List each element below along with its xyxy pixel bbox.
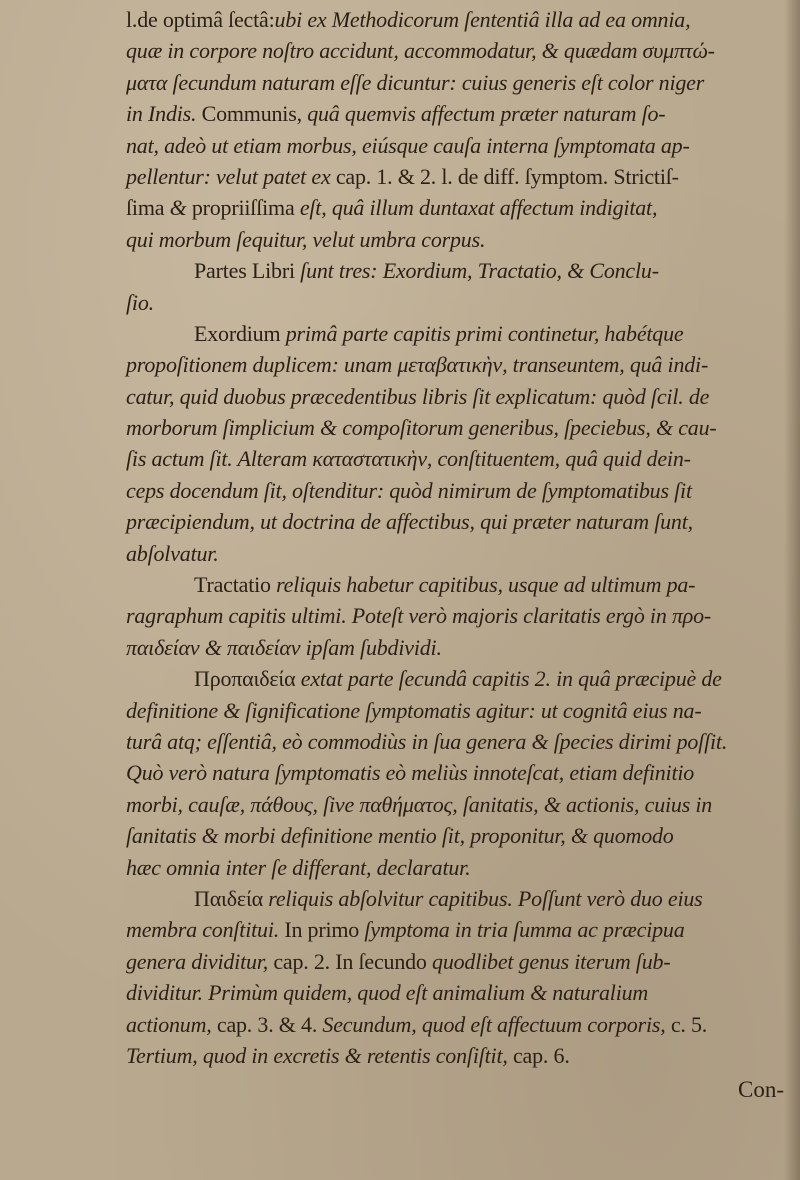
text-line <box>126 1009 796 1040</box>
italic-run: abſolvatur. <box>126 540 219 566</box>
italic-run: primâ parte capitis primi continetur, habétque <box>280 320 684 346</box>
text-line <box>126 161 796 192</box>
text-line <box>126 318 796 349</box>
text-line <box>126 443 796 474</box>
roman-run: Communis, <box>196 101 302 127</box>
italic-run: quodlibet genus iterum ſub- <box>426 948 671 974</box>
text-line <box>126 35 796 66</box>
italic-run: catur, quid duobus præcedentibus libris ſit explicatum: quòd ſcil. de <box>126 383 710 409</box>
text-line <box>126 506 796 537</box>
roman-run: Παιδεία <box>194 885 263 911</box>
italic-run: reliquis habetur capitibus, usque ad ultimum pa- <box>270 572 696 598</box>
roman-run: l.de optimâ ſectâ: <box>126 7 275 32</box>
text-line <box>126 475 796 506</box>
text-line <box>126 820 796 851</box>
text-line <box>126 789 796 820</box>
italic-run: reliquis abſolvitur capitibus. Poſſunt verò duo eius <box>262 885 703 911</box>
text-line <box>126 946 796 977</box>
text-line <box>126 538 796 569</box>
italic-run: pellentur: velut patet ex <box>126 163 331 189</box>
text-line <box>126 914 796 945</box>
roman-run: In primo <box>279 917 360 943</box>
text-line <box>126 67 796 98</box>
italic-run: ſunt tres: Exordium, Tractatio, & Conclu- <box>294 258 659 284</box>
roman-run: c. 5. <box>665 1011 708 1037</box>
text-line <box>126 883 796 914</box>
text-line <box>126 287 796 318</box>
italic-run: quæ in corpore noſtro accidunt, accommodatur, & quædam συμπτώ- <box>126 38 715 64</box>
text-line <box>126 600 796 631</box>
italic-run: membra conſtitui. <box>126 917 280 943</box>
text-line <box>126 977 796 1008</box>
italic-run: turâ atq; eſſentiâ, eò commodiùs in ſua genera & ſpecies dirimi poſſit. <box>126 728 728 754</box>
text-line <box>126 852 796 883</box>
italic-run: ragraphum capitis ultimi. Poteſt verò majoris claritatis ergò in προ- <box>126 603 712 629</box>
italic-run: qui morbum ſequitur, velut umbra corpus. <box>126 226 486 252</box>
italic-run: actionum, <box>126 1011 212 1037</box>
text-line <box>126 663 796 694</box>
italic-run: ματα ſecundum naturam eſſe dicuntur: cuius generis eſt color niger <box>126 69 705 95</box>
roman-run: Προπαιδεία <box>194 666 296 692</box>
roman-run: ſima <box>126 195 165 221</box>
italic-run: ſis actum ſit. Alteram καταστατικὴν, conſtituentem, quâ quid dein- <box>126 446 691 472</box>
roman-run: Exordium <box>194 320 281 346</box>
roman-run: cap. 6. <box>507 1042 570 1068</box>
italic-run: Tertium, quod in excretis & retentis conſiſtit, <box>126 1042 508 1068</box>
text-line <box>126 4 796 35</box>
text-line <box>126 255 796 286</box>
italic-run: παιδείαν & παιδείαν ipſam ſubdividi. <box>126 634 442 660</box>
roman-run: cap. 3. & 4. <box>211 1011 318 1037</box>
italic-run: eſt, quâ illum duntaxat affectum indigitat, <box>294 195 658 221</box>
text-line <box>126 192 796 223</box>
italic-run: nat, adeò ut etiam morbus, eiúsque cauſa interna ſymptomata ap- <box>126 132 690 158</box>
italic-run: ſio. <box>126 289 154 315</box>
italic-run: ubi ex Methodicorum ſententiâ illa ad ea omnia, <box>274 7 691 32</box>
text-line <box>126 381 796 412</box>
italic-run: propoſitionem duplicem: unam μεταβατικὴν, transeuntem, quâ indi- <box>126 352 709 378</box>
italic-run: morbi, cauſæ, πάθους, ſive παθήματος, ſanitatis, & actionis, cuius in <box>126 791 713 817</box>
body-text <box>126 4 796 1071</box>
italic-run: quâ quemvis affectum præter naturam ſo- <box>301 101 666 127</box>
italic-run: genera dividitur, <box>126 948 269 974</box>
italic-run: dividitur. Primùm quidem, quod eſt animalium & naturalium <box>126 980 649 1006</box>
roman-run: Tractatio <box>194 572 271 598</box>
italic-run: definitione & ſignificatione ſymptomatis agitur: ut cognitâ eius na- <box>126 697 702 723</box>
italic-run: extat parte ſecundâ capitis 2. in quâ præcipuè de <box>295 666 722 692</box>
text-line <box>126 224 796 255</box>
italic-run: præcipiendum, ut doctrina de affectibus, qui præter naturam ſunt, <box>126 509 693 535</box>
text-line <box>126 349 796 380</box>
roman-run: cap. 2. In ſecundo <box>268 948 427 974</box>
italic-run: hæc omnia inter ſe differant, declaratur. <box>126 854 471 880</box>
roman-run: cap. 1. & 2. l. de diff. ſymptom. Strictiſ- <box>330 163 679 189</box>
text-line <box>126 726 796 757</box>
italic-run: ſanitatis & morbi definitione mentio ſit, proponitur, & quomodo <box>126 823 674 849</box>
text-line <box>126 130 796 161</box>
text-line <box>126 695 796 726</box>
text-line <box>126 412 796 443</box>
italic-run: ſymptoma in tria ſumma ac præcipua <box>359 917 685 943</box>
roman-run: Partes Libri <box>194 258 295 284</box>
italic-run: morborum ſimplicium & compoſitorum generibus, ſpeciebus, & cau- <box>126 415 717 441</box>
italic-run: Quò verò natura ſymptomatis eò meliùs innoteſcat, etiam definitio <box>126 760 695 786</box>
italic-run: & <box>164 195 192 221</box>
text-line <box>126 632 796 663</box>
catchword: Con- <box>738 1077 784 1102</box>
italic-run: ceps docendum ſit, oſtenditur: quòd nimirum de ſymptomatibus ſit <box>126 477 692 503</box>
text-line <box>126 1040 796 1071</box>
roman-run: propriiſſima <box>191 195 295 221</box>
italic-run: in Indis. <box>126 101 197 127</box>
italic-run: Secundum, quod eſt affectuum corporis, <box>317 1011 666 1037</box>
text-line <box>126 757 796 788</box>
text-line <box>126 98 796 129</box>
text-line <box>126 569 796 600</box>
